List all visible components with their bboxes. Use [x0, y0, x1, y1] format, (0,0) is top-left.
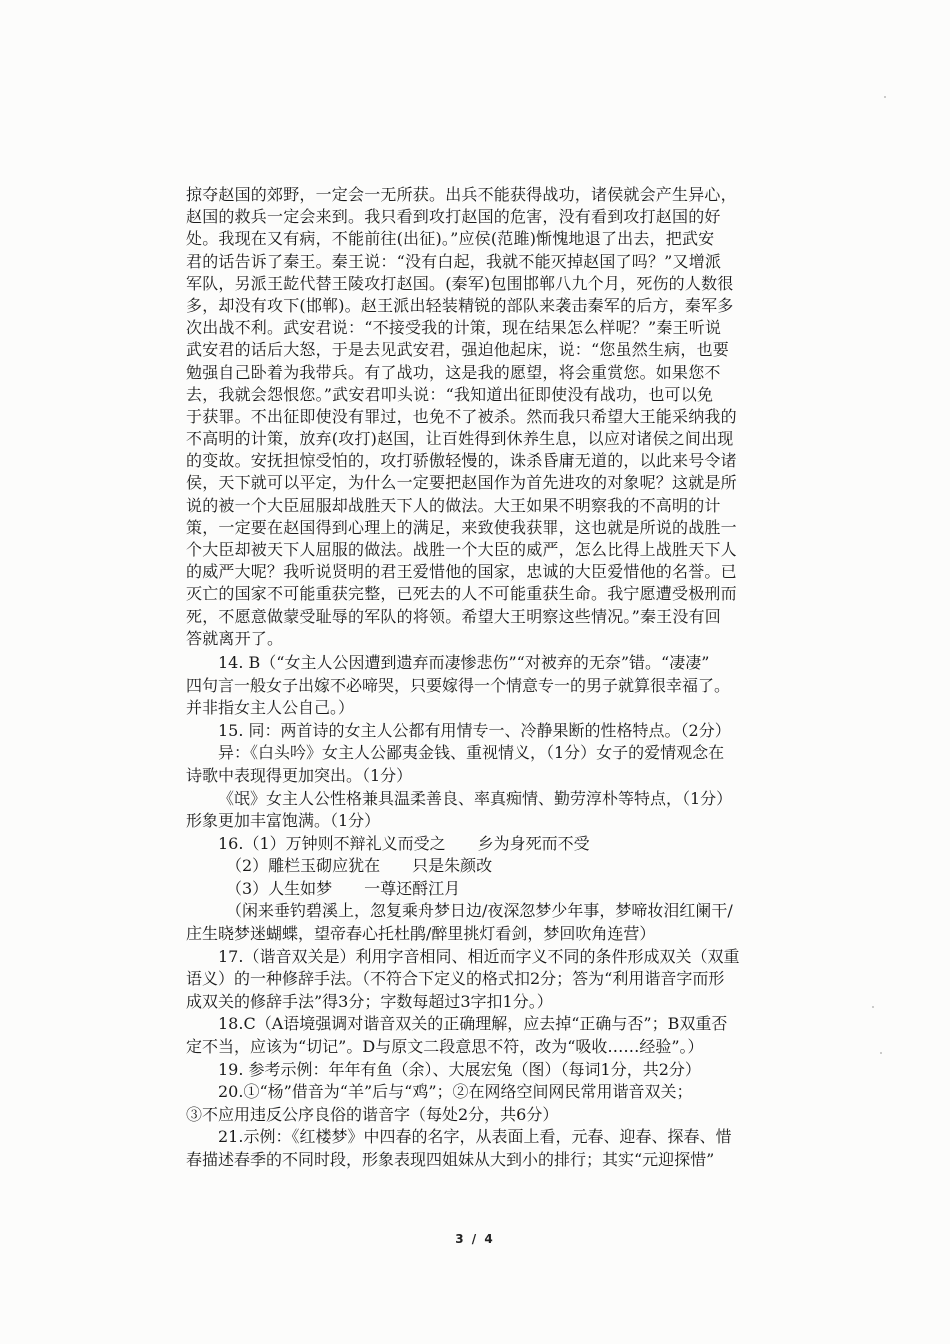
passage-line: 策，一定要在赵国得到心理上的满足，来致使我获罪，这也就是所说的战胜一	[186, 517, 737, 537]
passage-line: 君的话告诉了秦王。秦王说：“没有白起，我就不能灭掉赵国了吗？”又增派	[186, 251, 722, 271]
passage-line: 武安君的话后大怒，于是去见武安君，强迫他起床，说：“您虽然生病，也要	[186, 340, 729, 360]
answer-line: 诗歌中表现得更加突出。（1分）	[186, 765, 413, 785]
answer-key-body	[186, 184, 766, 1172]
page-number: 3 / 4	[455, 1232, 495, 1246]
passage-line: 不高明的计策，放弃(攻打)赵国，让百姓得到休养生息，以应对诸侯之间出现	[186, 429, 734, 449]
passage-line: 军队，另派王龁代替王陵攻打赵国。(秦军)包围邯郸八九个月，死伤的人数很	[186, 273, 734, 293]
answer-line: （闲来垂钓碧溪上，忽复乘舟梦日边/夜深忽梦少年事，梦啼妆泪红阑干/	[226, 901, 733, 921]
answer-line: 17.（谐音双关是）利用字音相同、相近而字义不同的条件形成双关（双重	[218, 946, 740, 966]
passage-line: 赵国的救兵一定会来到。我只看到攻打赵国的危害，没有看到攻打赵国的好	[186, 207, 721, 227]
passage-line: 说的被一个大臣屈服却战胜天下人的做法。大王如果不明察我的不高明的计	[186, 495, 721, 515]
passage-line: 掠夺赵国的郊野，一定会一无所获。出兵不能获得战功，诸侯就会产生异心，	[186, 185, 737, 204]
answer-line: 四句言一般女子出嫁不必啼哭，只要嫁得一个情意专一的男子就算很幸福了。	[186, 675, 731, 695]
passage-line: 处。我现在又有病，不能前往(出征)。”应侯(范雎)惭愧地退了出去，把武安	[186, 229, 715, 249]
translation-passage	[186, 184, 766, 650]
answer-line: 语义）的一种修辞手法。（不符合下定义的格式扣2分；答为“利用谐音字而形	[186, 969, 725, 989]
passage-line: 灭亡的国家不可能重获完整，已死去的人不可能重获生命。我宁愿遭受极刑而	[186, 584, 737, 604]
scan-speck	[884, 96, 886, 98]
answer-line: 并非指女主人公自己。）	[186, 698, 355, 718]
answer-line: 14. B（“女主人公因遭到遗弃而凄惨悲伤”“对被弃的无奈”错。“凄凄”	[218, 652, 710, 672]
passage-line: 于获罪。不出征即使没有罪过，也免不了被杀。然而我只希望大王能采纳我的	[186, 406, 737, 426]
answer-list	[186, 652, 766, 1172]
scan-speck	[872, 1006, 874, 1008]
passage-line: 多，却没有攻下(邯郸)。赵王派出轻装精锐的部队来袭击秦军的后方，秦军多	[186, 295, 734, 315]
passage-line: 勉强自己卧着为我带兵。有了战功，这是我的愿望，将会重赏您。如果您不	[186, 362, 721, 382]
answer-line: 成双关的修辞手法”得3分；字数每超过3字扣1分。）	[186, 991, 553, 1011]
passage-line: 死，不愿意做蒙受耻辱的军队的将领。希望大王明察这些情况。”秦王没有回	[186, 606, 721, 626]
answer-line: 15. 同：两首诗的女主人公都有用情专一、冷静果断的性格特点。（2分）	[218, 720, 731, 740]
answer-line: 庄生晓梦迷蝴蝶，望帝春心托杜鹃/醉里挑灯看剑，梦回吹角连营）	[186, 924, 656, 944]
answer-line: （3）人生如梦 一尊还酹江月	[226, 878, 461, 898]
answer-line: 异：《白头吟》女主人公鄙夷金钱、重视情义，（1分）女子的爱情观念在	[218, 743, 725, 763]
answer-line: 形象更加丰富饱满。（1分）	[186, 811, 381, 831]
passage-line: 的变故。安抚担惊受怕的，攻打骄傲轻慢的，诛杀昏庸无道的，以此来号令诸	[186, 451, 737, 471]
answer-line: （2）雕栏玉砌应犹在 只是朱颜改	[226, 856, 493, 876]
answer-line: ③不应用违反公序良俗的谐音字（每处2分，共6分）	[186, 1104, 559, 1124]
passage-line: 答就离开了。	[186, 628, 284, 648]
passage-line: 的威严大呢？我听说贤明的君王爱惜他的国家，忠诚的大臣爱惜他的名誉。已	[186, 562, 737, 582]
answer-line: 定不当，应该为“切记”。D与原文二段意思不符，改为“吸收……经验”。）	[186, 1037, 704, 1057]
answer-line: 16.（1）万钟则不辩礼义而受之 乡为身死而不受	[218, 833, 590, 853]
answer-line: 21.示例：《红楼梦》中四春的名字，从表面上看，元春、迎春、探春、惜	[218, 1127, 732, 1147]
answer-line: 19. 参考示例：年年有鱼（余）、大展宏兔（图）（每词1分，共2分）	[218, 1059, 701, 1079]
passage-line: 个大臣却被天下人屈服的做法。战胜一个大臣的威严，怎么比得上战胜天下人	[186, 540, 737, 559]
passage-line: 次出战不利。武安君说：“不接受我的计策，现在结果怎么样呢？”秦王听说	[186, 318, 722, 338]
passage-line: 去，我就会怨恨您。”武安君叩头说：“我知道出征即使没有战功，也可以免	[186, 384, 714, 404]
passage-line: 侯，天下就可以平定，为什么一定要把赵国作为首先进攻的对象呢？这就是所	[186, 473, 737, 493]
answer-line: 20.①“杨”借音为“羊”后与“鸡”；②在网络空间网民常用谐音双关；	[218, 1082, 693, 1102]
answer-line: 春描述春季的不同时段，形象表现四姐妹从大到小的排行；其实“元迎探惜”	[186, 1150, 715, 1169]
answer-line: 《氓》女主人公性格兼具温柔善良、率真痴情、勤劳淳朴等特点，（1分）	[218, 788, 733, 808]
scan-speck	[880, 1052, 882, 1054]
answer-line: 18.C（A语境强调对谐音双关的正确理解，应去掉“正确与否”；B双重否	[218, 1014, 728, 1034]
